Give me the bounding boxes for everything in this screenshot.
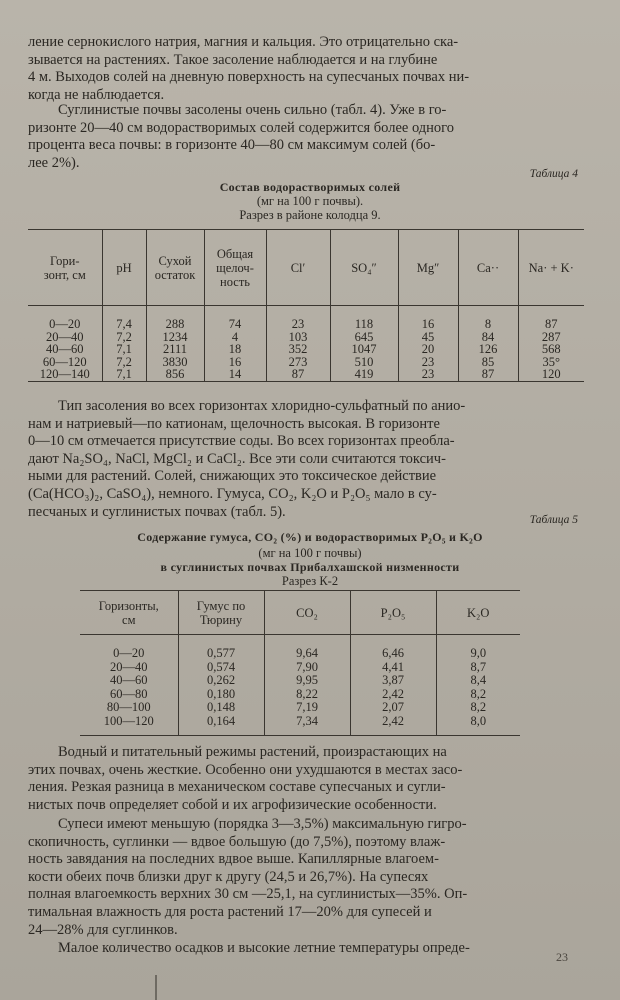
column-header: pH (102, 230, 146, 306)
column-header: Cl′ (266, 230, 330, 306)
text-line: этих почвах, очень жесткие. Особенно они ухудшаются в местах засо- (28, 761, 463, 778)
table-cell: 23 (398, 356, 458, 369)
table-row (80, 701, 520, 715)
table-cell: 2,42 (350, 715, 436, 736)
table-cell: 35° (518, 356, 584, 369)
table-cell: 8,4 (436, 674, 520, 688)
table-cell: 2,42 (350, 688, 436, 702)
table-cell: 20—40 (46, 329, 84, 344)
column-header: Гумус по Тюрину (178, 591, 264, 635)
table-cell: 6,46 (350, 647, 436, 661)
text-line: нам и натриевый—по катионам, щелочность высокая. В горизонте (28, 415, 440, 432)
table-cell: 118 (330, 318, 398, 331)
table-cell: 8 (458, 318, 518, 331)
column-header: Горизонты, см (80, 591, 178, 635)
table-cell: 120 (518, 368, 584, 381)
table-cell: 4,41 (350, 661, 436, 675)
table-cell: 8,22 (264, 688, 350, 702)
table4-subtitle: (мг на 100 г почвы). (256, 194, 364, 208)
text-line: ность завядания на последних вдвое выше. Капиллярные влагоем- (28, 851, 439, 868)
text-line: (Ca(HCO₃)₂, CaSO₄), немного. Гумуса, CO₂, K₂O и P₂O₅ мало в су- (28, 485, 437, 502)
table-cell: 287 (518, 331, 584, 344)
table-cell: 3830 (146, 356, 204, 369)
table-cell: 87 (518, 318, 584, 331)
table-row (28, 343, 584, 356)
text-line: 4 м. Выходов солей на дневную поверхность на супесчаных почвах ни- (28, 69, 470, 86)
table4-location: Разрез в районе колодца 9. (239, 208, 381, 222)
text-line: Супеси имеют меньшую (порядка 3—3,5%) максимальную гигро- (58, 816, 467, 832)
table-cell: 8,2 (436, 701, 520, 715)
column-header: Ca·· (458, 230, 518, 306)
column-header: CO₂ (264, 591, 350, 635)
page-number: 23 (556, 950, 568, 964)
table5-subtitle: (мг на 100 г почвы) (258, 546, 362, 560)
table5-title: Содержание гумуса, CO₂ (%) и водорастворимых P₂O₅ и K₂O (137, 530, 483, 544)
table-cell: 7,1 (102, 368, 146, 381)
text-line: лее 2%). (28, 154, 80, 171)
text-line: Суглинистые почвы засолены очень сильно (табл. 4). Уже в го- (58, 102, 447, 118)
column-header: P₂O₅ (350, 591, 436, 635)
binding-thread (155, 975, 157, 1000)
text-line: Водный и питательный режимы растений, произрастающих на (58, 744, 447, 760)
table-row (80, 661, 520, 675)
table5-label: Таблица 5 (529, 514, 578, 526)
table-cell: 9,0 (436, 647, 520, 661)
table-cell: 14 (204, 368, 266, 381)
intro-paragraph (28, 34, 584, 104)
text-line: когда не наблюдается. (28, 86, 165, 103)
table-cell: 80—100 (106, 700, 151, 715)
table-cell: 8,2 (436, 688, 520, 702)
table-cell: 2111 (146, 343, 204, 356)
table-cell: 16 (398, 318, 458, 331)
column-header: K₂O (436, 591, 520, 635)
text-line: процента веса почвы: в горизонте 40—80 см максимум солей (бо- (28, 137, 436, 154)
table-cell: 1047 (330, 343, 398, 356)
paragraph-loamy-soils (28, 102, 584, 172)
table-cell: 510 (330, 356, 398, 369)
table-cell: 3,87 (350, 674, 436, 688)
table-cell: 0,577 (178, 647, 264, 661)
table-cell: 18 (204, 343, 266, 356)
column-header: Сухой остаток (146, 230, 204, 306)
text-line: зывается на растениях. Такое засоление наблюдается и на глубине (28, 51, 438, 68)
table-cell: 273 (266, 356, 330, 369)
column-header: Mg″ (398, 230, 458, 306)
table-cell: 100—120 (80, 715, 178, 736)
paragraph-precipitation (28, 940, 584, 958)
paragraph-sandy-loam (28, 816, 584, 939)
table4-label: Таблица 4 (529, 168, 578, 180)
table5-humus (80, 590, 520, 736)
table-cell: 103 (266, 331, 330, 344)
table-cell: 856 (146, 368, 204, 381)
table-cell: 9,95 (264, 674, 350, 688)
table-row (28, 356, 584, 369)
table-cell: 20 (398, 343, 458, 356)
table-cell: 8,0 (436, 715, 520, 736)
table-cell: 0,262 (178, 674, 264, 688)
table-cell: 20—40 (110, 659, 148, 674)
text-line: тимальная влажность для роста растений 17—20% для супесей и (28, 903, 432, 920)
table-cell: 4 (204, 331, 266, 344)
table-cell: 23 (266, 318, 330, 331)
table-cell: 645 (330, 331, 398, 344)
table-cell: 40—60 (110, 673, 148, 688)
table-cell: 9,64 (264, 647, 350, 661)
table-cell: 60—120 (42, 354, 87, 369)
text-line: кости обеих почв близки друг к другу (24,5 и 26,7%). На супесях (28, 868, 429, 885)
table-row (80, 647, 520, 661)
column-header: SO₄″ (330, 230, 398, 306)
table-cell: 7,1 (102, 343, 146, 356)
table-cell: 23 (398, 368, 458, 381)
table-cell: 7,4 (102, 318, 146, 331)
table-cell: 8,7 (436, 661, 520, 675)
table-row (28, 318, 584, 331)
table-cell: 7,90 (264, 661, 350, 675)
text-line: 0—10 см отмечается присутствие соды. Во всех горизонтах преобла- (28, 433, 455, 450)
table-cell: 84 (458, 331, 518, 344)
table4-salts (28, 229, 584, 382)
table4-title: Состав водорастворимых солей (219, 180, 401, 194)
table-cell: 1234 (146, 331, 204, 344)
table-cell: 85 (458, 356, 518, 369)
column-header: Гори- зонт, см (28, 230, 102, 306)
text-line: скопичность, суглинки — вдвое большую (до 7,5%), поэтому влаж- (28, 833, 446, 850)
table-cell: 0,180 (178, 688, 264, 702)
text-line: Тип засоления во всех горизонтах хлоридно-сульфатный по анио- (58, 398, 466, 414)
table-cell: 7,2 (102, 331, 146, 344)
paragraph-salinity-type (28, 398, 584, 521)
text-line: ления. Резкая разница в механическом составе супесчаных и сугли- (28, 779, 446, 796)
text-line: нистых почв определяет собой и их агрофизические особенности. (28, 796, 437, 813)
table-cell: 45 (398, 331, 458, 344)
table-cell: 74 (204, 318, 266, 331)
paragraph-water-regime (28, 744, 584, 814)
text-line: полная влагоемкость верхних 30 см —25,1, на суглинистых—35%. Оп- (28, 886, 468, 903)
table-cell: 7,34 (264, 715, 350, 736)
column-header: Общая щелоч- ность (204, 230, 266, 306)
table-cell: 87 (458, 368, 518, 381)
table-cell: 40—60 (46, 342, 84, 357)
table-cell: 419 (330, 368, 398, 381)
table-row (80, 688, 520, 702)
text-line: 24—28% для суглинков. (28, 921, 178, 938)
table-cell: 120—140 (28, 368, 102, 381)
text-line: песчаных и суглинистых почвах (табл. 5). (28, 503, 286, 520)
table-cell: 7,19 (264, 701, 350, 715)
table-cell: 7,2 (102, 356, 146, 369)
table-cell: 60—80 (110, 686, 148, 701)
table-cell: 0,148 (178, 701, 264, 715)
table-row (80, 674, 520, 688)
table-cell: 16 (204, 356, 266, 369)
text-line: дают Na₂SO₄, NaCl, MgCl₂ и CaCl₂. Все эти соли считаются токсич- (28, 450, 446, 467)
text-line: ризонте 20—40 см водорастворимых солей содержится более одного (28, 119, 455, 136)
table-cell: 352 (266, 343, 330, 356)
table-cell: 568 (518, 343, 584, 356)
table-cell: 0—20 (49, 317, 81, 331)
table5-section: Разрез К-2 (281, 574, 339, 588)
text-line: ными для растений. Солей, снижающих это токсическое действие (28, 468, 437, 485)
table-cell: 0—20 (113, 646, 145, 660)
text-line: ление сернокислого натрия, магния и кальция. Это отрицательно ска- (28, 34, 459, 50)
table-cell: 288 (146, 318, 204, 331)
text-line: Малое количество осадков и высокие летние температуры опреде- (58, 940, 470, 956)
table5-region: в суглинистых почвах Прибалхашской низменности (160, 560, 460, 574)
table-row (28, 368, 584, 381)
column-header: Na· + K· (518, 230, 584, 306)
table-cell: 126 (458, 343, 518, 356)
table-cell: 0,574 (178, 661, 264, 675)
table-row (80, 715, 520, 736)
table-cell: 87 (266, 368, 330, 381)
table-cell: 2,07 (350, 701, 436, 715)
table-cell: 0,164 (178, 715, 264, 736)
